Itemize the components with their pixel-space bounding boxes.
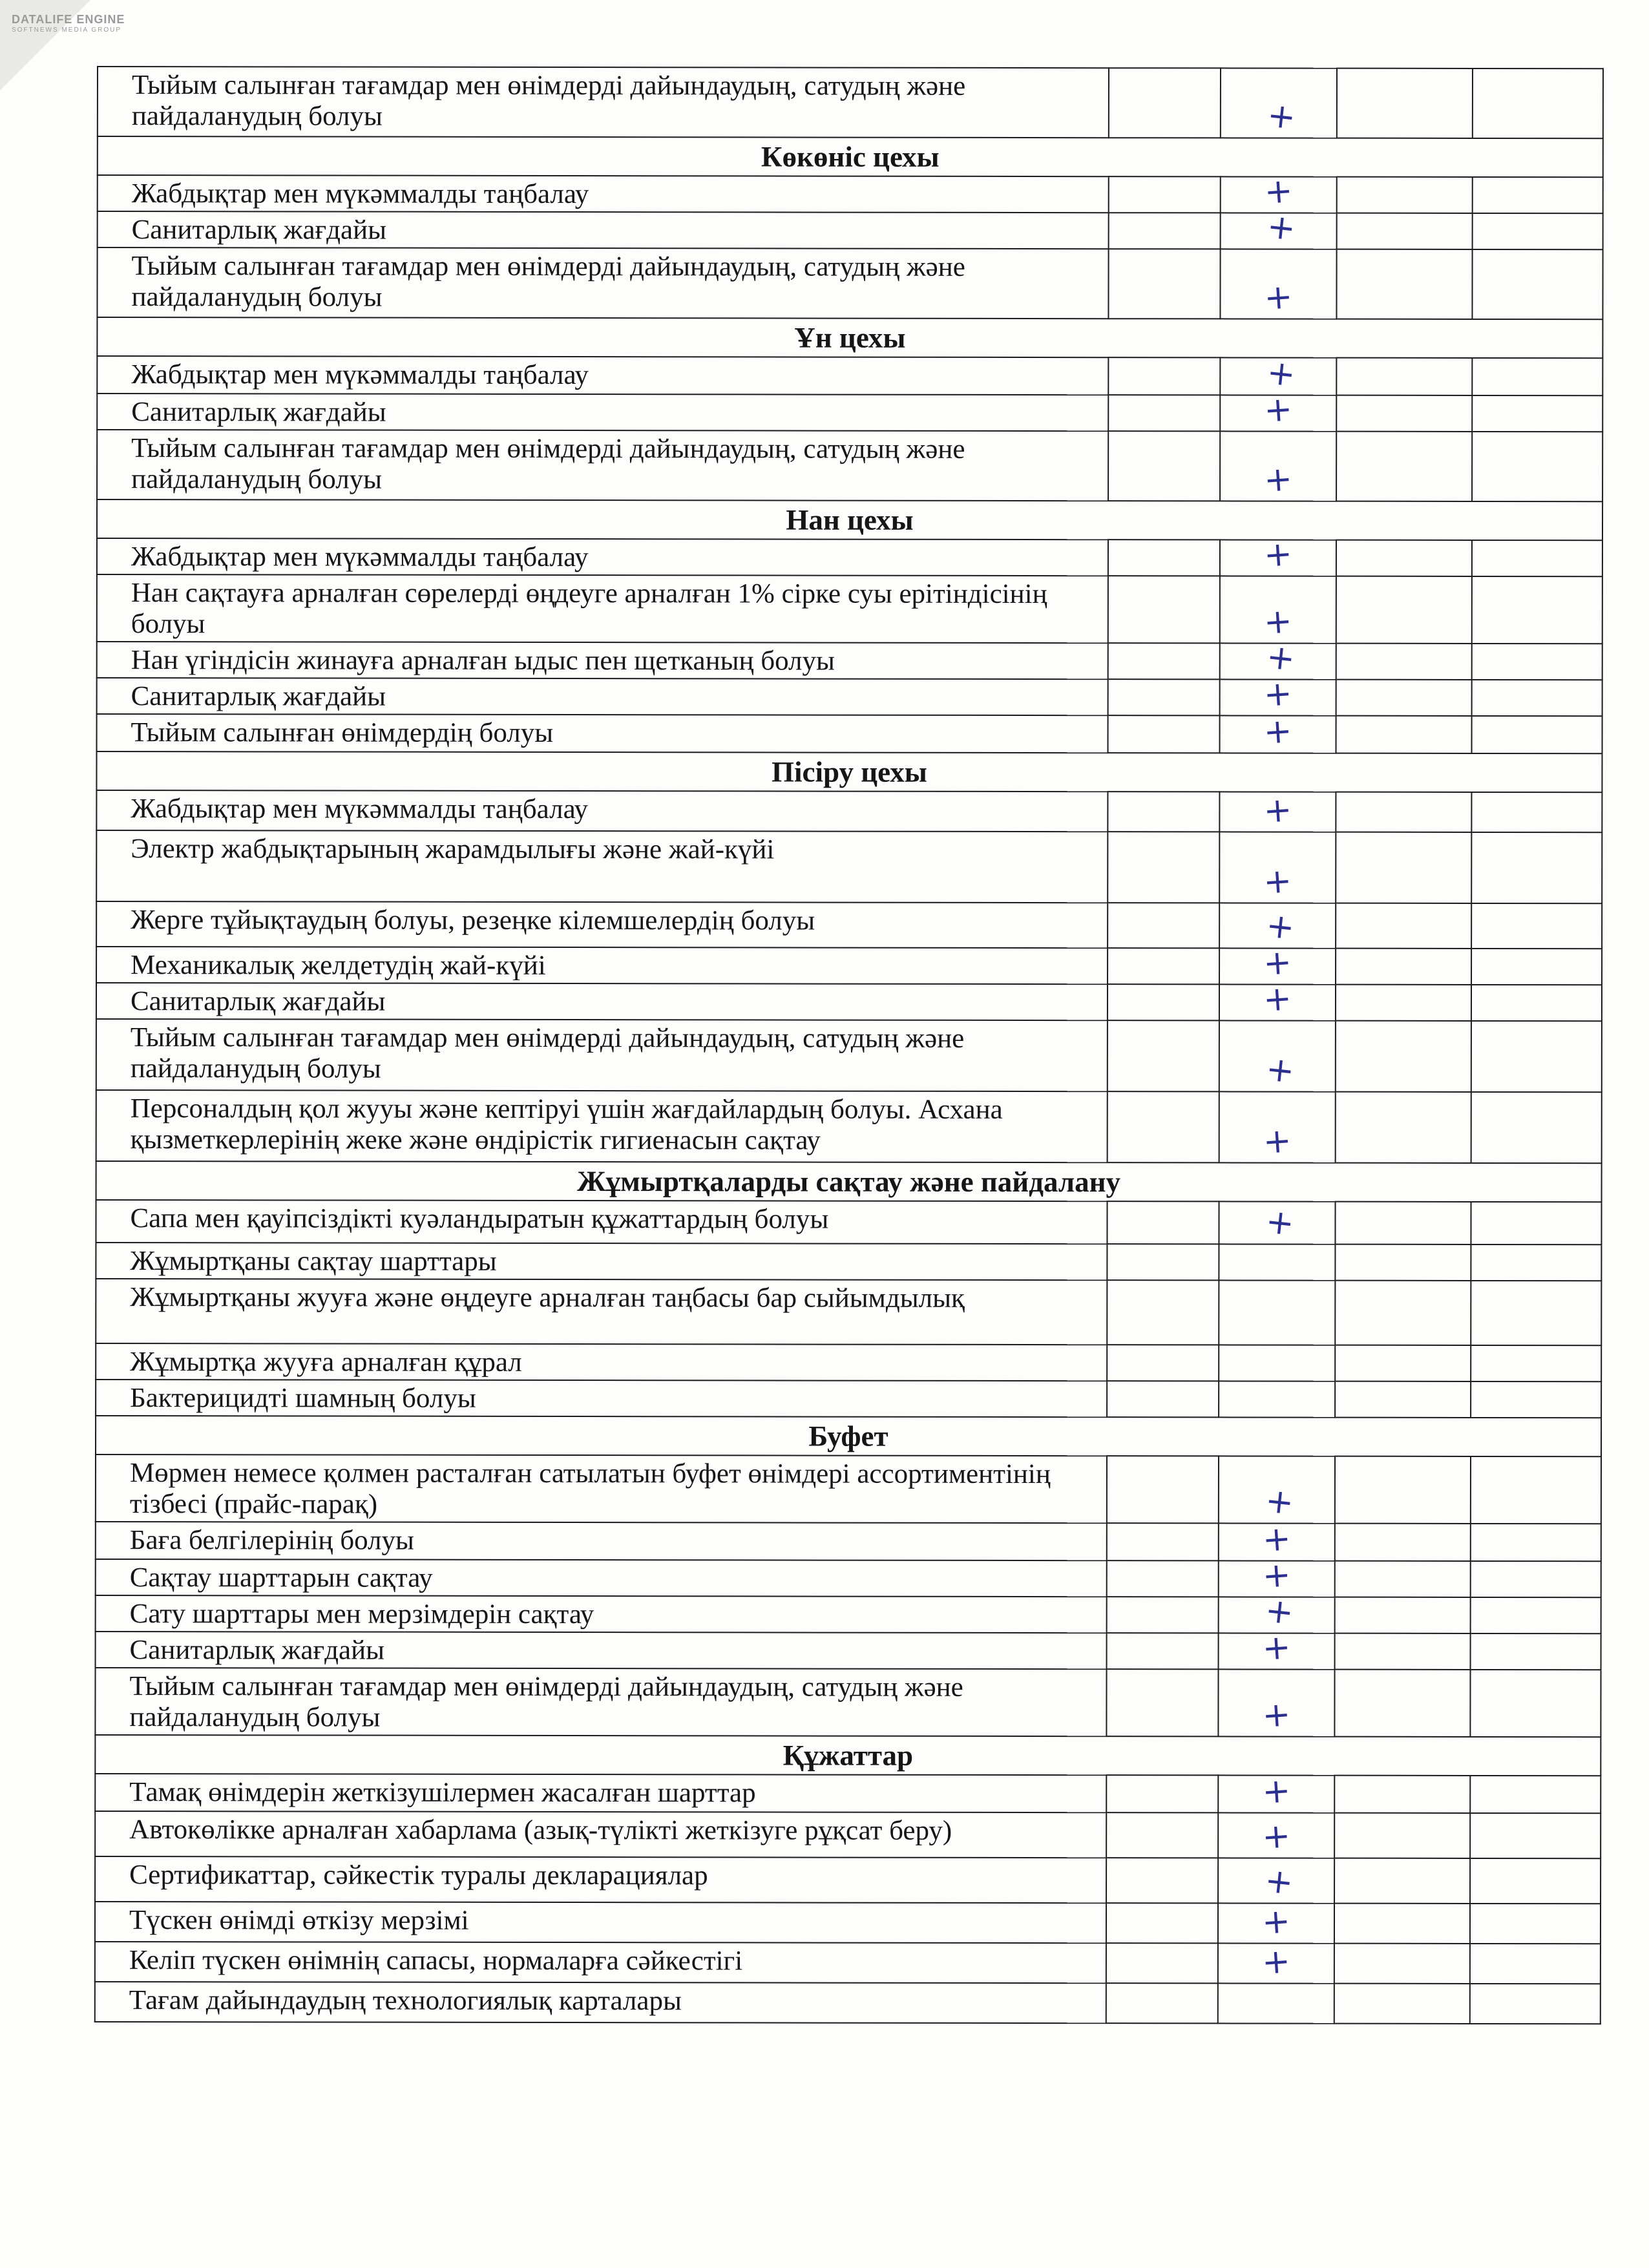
compliance-cell xyxy=(1220,249,1336,319)
compliance-cell xyxy=(1219,1020,1336,1091)
criterion-label: Нан сақтауға арналған сөрелерді өңдеуге арналған 1% сірке суы ерітіндісінің болуы xyxy=(97,574,1108,643)
empty-cell xyxy=(1472,395,1602,432)
empty-cell xyxy=(1472,680,1602,716)
criterion-label: Түскен өнімді өткізу мерзімі xyxy=(95,1902,1106,1943)
empty-cell xyxy=(1334,1944,1470,1984)
empty-cell xyxy=(1473,68,1603,138)
criterion-label: Санитарлық жағдайы xyxy=(96,1632,1107,1669)
empty-cell xyxy=(1109,176,1221,213)
empty-cell xyxy=(1471,1381,1601,1418)
compliance-cell xyxy=(1220,637,1336,679)
checklist-row xyxy=(96,1243,1601,1281)
empty-cell xyxy=(1335,1597,1471,1633)
criterion-label: Сату шарттары мен мерзімдерін сақтау xyxy=(96,1595,1107,1633)
empty-cell xyxy=(1472,644,1602,680)
empty-cell xyxy=(1107,1244,1219,1280)
empty-cell xyxy=(1106,1943,1218,1983)
empty-cell xyxy=(1337,177,1473,213)
criterion-label: Жабдықтар мен мүкәммалды таңбалау xyxy=(97,356,1108,395)
handwritten-plus-mark: + xyxy=(1265,637,1297,679)
handwritten-plus-mark: + xyxy=(1262,979,1293,1020)
criterion-label: Тыйым салынған өнімдердің болуы xyxy=(97,714,1108,753)
handwritten-plus-mark: + xyxy=(1263,390,1294,430)
checklist-row xyxy=(96,1559,1601,1597)
empty-cell xyxy=(1335,1281,1471,1345)
empty-cell xyxy=(1471,832,1602,903)
handwritten-plus-mark: + xyxy=(1262,711,1294,752)
empty-cell xyxy=(1108,948,1219,984)
criterion-label: Жұмыртқаны жууға және өңдеуге арналған таңбасы бар сыйымдылық xyxy=(96,1279,1107,1345)
empty-cell xyxy=(1108,679,1220,715)
criterion-label: Электр жабдықтарының жарамдылығы және жай-күйі xyxy=(96,830,1108,903)
handwritten-plus-mark: + xyxy=(1262,674,1294,715)
empty-cell xyxy=(1472,432,1602,501)
criterion-label: Сақтау шарттарын сақтау xyxy=(96,1559,1107,1597)
checklist-row xyxy=(96,947,1602,985)
compliance-cell xyxy=(1218,1812,1334,1858)
criterion-label: Тағам дайындаудың технологиялық карталары xyxy=(95,1982,1106,2023)
criterion-label: Персоналдың қол жууы және кептіруі үшін жағдайлардың болуы. Асхана қызметкерлерінің жеке және өндірістік гигиенасын сақтау xyxy=(96,1090,1108,1162)
empty-cell xyxy=(1335,1456,1471,1524)
empty-cell xyxy=(1470,1944,1601,1984)
checklist-row xyxy=(95,1982,1601,2024)
empty-cell xyxy=(1106,1669,1218,1736)
empty-cell xyxy=(1109,68,1221,138)
handwritten-plus-mark: + xyxy=(1261,1695,1292,1736)
compliance-cell xyxy=(1221,207,1337,249)
compliance-cell xyxy=(1219,1628,1335,1669)
criterion-label: Бактерицидті шамның болуы xyxy=(96,1380,1107,1417)
compliance-cell xyxy=(1219,1091,1336,1162)
empty-cell xyxy=(1336,903,1471,949)
empty-cell xyxy=(1107,1201,1219,1244)
empty-cell xyxy=(1336,358,1472,395)
empty-cell xyxy=(1336,1021,1471,1092)
empty-cell xyxy=(1108,395,1220,431)
checklist-row xyxy=(96,830,1602,903)
empty-cell xyxy=(1336,395,1472,432)
empty-cell xyxy=(1108,357,1220,395)
handwritten-plus-mark: + xyxy=(1263,1861,1296,1903)
section-heading: Көкөніс цехы xyxy=(98,136,1603,177)
handwritten-plus-mark: + xyxy=(1265,353,1297,395)
empty-cell xyxy=(1471,1021,1602,1092)
empty-cell xyxy=(1336,985,1471,1021)
checklist-row xyxy=(97,538,1602,576)
handwritten-plus-mark: + xyxy=(1261,1816,1292,1857)
compliance-cell xyxy=(1219,832,1336,903)
empty-cell xyxy=(1472,249,1602,319)
checklist-row xyxy=(97,642,1602,680)
handwritten-plus-mark: + xyxy=(1262,943,1293,983)
checklist-row xyxy=(95,1668,1601,1737)
empty-cell xyxy=(1108,1020,1219,1091)
checklist-row xyxy=(96,1019,1602,1092)
empty-cell xyxy=(1336,716,1472,753)
section-heading: Нан цехы xyxy=(97,499,1602,540)
criterion-label: Жұмыртқа жууға арналған құрал xyxy=(96,1343,1107,1381)
criterion-label: Тыйым салынған тағамдар мен өнімдерді дайындаудың, сатудың және пайдаланудың болуы xyxy=(97,430,1108,501)
checklist-row xyxy=(97,394,1602,432)
empty-cell xyxy=(1334,1776,1470,1813)
empty-cell xyxy=(1107,1381,1219,1417)
checklist-row xyxy=(97,247,1602,319)
compliance-cell xyxy=(1220,390,1336,431)
handwritten-plus-mark: + xyxy=(1264,906,1297,948)
empty-cell xyxy=(1107,1456,1219,1523)
criterion-label: Тыйым салынған тағамдар мен өнімдерді дайындаудың, сатудың және пайдаланудың болуы xyxy=(97,247,1108,319)
checklist-sheet xyxy=(94,66,1602,2024)
empty-cell xyxy=(1334,1984,1470,2024)
empty-cell xyxy=(1336,644,1472,680)
empty-cell xyxy=(1471,1281,1601,1345)
criterion-label: Жабдықтар мен мүкәммалды таңбалау xyxy=(98,175,1109,213)
checklist-row xyxy=(96,901,1602,949)
section-row xyxy=(98,136,1603,177)
empty-cell xyxy=(1108,715,1220,753)
empty-cell xyxy=(1471,1244,1601,1281)
empty-cell xyxy=(1336,832,1471,903)
empty-cell xyxy=(1335,1244,1471,1281)
empty-cell xyxy=(1106,1983,1218,2023)
criterion-label: Баға белгілерінің болуы xyxy=(96,1522,1107,1560)
empty-cell xyxy=(1336,949,1471,985)
empty-cell xyxy=(1472,576,1602,644)
empty-cell xyxy=(1335,1633,1471,1670)
empty-cell xyxy=(1108,903,1219,948)
empty-cell xyxy=(1335,1524,1471,1561)
compliance-cell xyxy=(1220,576,1336,643)
criterion-label: Санитарлық жағдайы xyxy=(96,983,1108,1020)
empty-cell xyxy=(1108,576,1220,643)
handwritten-plus-mark: + xyxy=(1264,1049,1297,1091)
checklist-row xyxy=(96,1200,1601,1244)
section-row xyxy=(96,1161,1602,1202)
empty-cell xyxy=(1473,177,1603,213)
empty-cell xyxy=(1470,1984,1601,2024)
compliance-cell xyxy=(1219,1244,1335,1280)
compliance-cell xyxy=(1219,1456,1335,1523)
checklist-row xyxy=(95,1856,1601,1904)
handwritten-plus-mark: + xyxy=(1265,96,1298,138)
handwritten-plus-mark: + xyxy=(1261,1121,1293,1162)
empty-cell xyxy=(1335,1381,1471,1418)
checklist-row xyxy=(95,1942,1601,1984)
empty-cell xyxy=(1336,576,1472,644)
compliance-cell xyxy=(1219,1280,1335,1345)
checklist-row xyxy=(96,790,1602,832)
empty-cell xyxy=(1471,985,1602,1021)
empty-cell xyxy=(1472,358,1602,395)
empty-cell xyxy=(1471,1633,1601,1670)
empty-cell xyxy=(1472,540,1602,576)
handwritten-plus-mark: + xyxy=(1263,1591,1296,1633)
handwritten-plus-mark: + xyxy=(1261,1771,1292,1812)
compliance-cell xyxy=(1220,431,1336,501)
criterion-label: Жұмыртқаны сақтау шарттары xyxy=(96,1243,1107,1280)
checklist-row xyxy=(97,356,1602,395)
checklist-table xyxy=(94,66,1604,2024)
criterion-label: Жабдықтар мен мүкәммалды таңбалау xyxy=(97,538,1108,576)
checklist-row xyxy=(95,1774,1601,1813)
empty-cell xyxy=(1336,249,1472,319)
handwritten-plus-mark: + xyxy=(1263,171,1294,212)
criterion-label: Сапа мен қауіпсіздікті куәландыратын құжаттардың болуы xyxy=(96,1200,1107,1244)
criterion-label: Механикалық желдетудің жай-күйі xyxy=(96,947,1108,984)
empty-cell xyxy=(1335,1561,1471,1597)
watermark-subtitle: SOFTNEWS MEDIA GROUP xyxy=(12,26,122,34)
empty-cell xyxy=(1471,1524,1601,1561)
checklist-row xyxy=(96,1595,1601,1633)
compliance-cell xyxy=(1220,711,1336,753)
empty-cell xyxy=(1334,1904,1470,1944)
empty-cell xyxy=(1471,1092,1602,1163)
empty-cell xyxy=(1108,984,1219,1020)
empty-cell xyxy=(1334,1813,1470,1858)
compliance-cell xyxy=(1221,68,1337,138)
handwritten-plus-mark: + xyxy=(1263,1481,1296,1523)
empty-cell xyxy=(1470,1670,1601,1737)
criterion-label: Жабдықтар мен мүкәммалды таңбалау xyxy=(96,790,1108,832)
empty-cell xyxy=(1107,1560,1219,1597)
empty-cell xyxy=(1107,1280,1219,1345)
section-heading: Жұмыртқаларды сақтау және пайдалану xyxy=(96,1161,1602,1202)
criterion-label: Нан үгіндісін жинауға арналған ыдыс пен щетканың болуы xyxy=(97,642,1108,679)
handwritten-plus-mark: + xyxy=(1263,277,1294,318)
empty-cell xyxy=(1334,1670,1470,1737)
empty-cell xyxy=(1336,792,1471,832)
compliance-cell xyxy=(1219,979,1336,1020)
checklist-row xyxy=(97,574,1602,644)
empty-cell xyxy=(1334,1858,1470,1904)
section-heading: Буфет xyxy=(96,1416,1601,1456)
section-row xyxy=(97,499,1602,540)
criterion-label: Санитарлық жағдайы xyxy=(97,394,1108,431)
empty-cell xyxy=(1471,1345,1601,1381)
compliance-cell xyxy=(1218,1903,1334,1943)
empty-cell xyxy=(1108,643,1220,679)
empty-cell xyxy=(1470,1776,1601,1813)
handwritten-plus-mark: + xyxy=(1265,207,1297,249)
empty-cell xyxy=(1336,432,1472,501)
compliance-cell xyxy=(1218,1858,1334,1903)
criterion-label: Санитарлық жағдайы xyxy=(98,211,1109,249)
handwritten-plus-mark: + xyxy=(1261,1628,1292,1668)
section-row xyxy=(95,1735,1601,1776)
empty-cell xyxy=(1471,949,1602,985)
criterion-label: Тыйым салынған тағамдар мен өнімдерді дайындаудың, сатудың және пайдаланудың болуы xyxy=(96,1019,1108,1091)
checklist-row xyxy=(95,1811,1601,1858)
compliance-cell xyxy=(1219,903,1336,948)
empty-cell xyxy=(1107,1633,1219,1669)
empty-cell xyxy=(1106,1812,1218,1858)
empty-cell xyxy=(1108,1091,1219,1162)
checklist-row xyxy=(97,678,1602,716)
watermark xyxy=(12,13,125,34)
empty-cell xyxy=(1106,1858,1218,1903)
empty-cell xyxy=(1470,1858,1601,1904)
handwritten-plus-mark: + xyxy=(1262,861,1294,902)
checklist-row xyxy=(96,1522,1601,1561)
empty-cell xyxy=(1109,213,1221,249)
handwritten-plus-mark: + xyxy=(1261,1942,1292,1982)
criterion-label: Сертификаттар, сәйкестік туралы декларациялар xyxy=(95,1856,1106,1903)
criterion-label: Тыйым салынған тағамдар мен өнімдерді дайындаудың, сатудың және пайдаланудың болуы xyxy=(95,1668,1106,1736)
empty-cell xyxy=(1107,1345,1219,1381)
section-row xyxy=(97,317,1602,358)
criterion-label: Автокөлікке арналған хабарлама (азық-түлікті жеткізуге рұқсат беру) xyxy=(95,1811,1106,1858)
compliance-cell xyxy=(1219,1381,1335,1417)
compliance-cell xyxy=(1219,943,1336,984)
compliance-cell xyxy=(1219,792,1336,832)
compliance-cell xyxy=(1218,1983,1334,2023)
checklist-row xyxy=(95,1902,1601,1944)
empty-cell xyxy=(1107,1523,1219,1560)
handwritten-plus-mark: + xyxy=(1264,1202,1296,1244)
empty-cell xyxy=(1471,792,1602,832)
empty-cell xyxy=(1107,1597,1219,1633)
checklist-row xyxy=(96,1279,1601,1345)
criterion-label: Санитарлық жағдайы xyxy=(97,678,1108,715)
checklist-body xyxy=(95,67,1603,2024)
compliance-cell xyxy=(1220,353,1336,395)
compliance-cell xyxy=(1218,1771,1334,1812)
checklist-row xyxy=(97,430,1602,501)
empty-cell xyxy=(1336,680,1472,716)
empty-cell xyxy=(1335,1345,1471,1381)
handwritten-plus-mark: + xyxy=(1263,534,1294,575)
section-row xyxy=(96,1416,1601,1456)
checklist-row xyxy=(98,175,1603,213)
checklist-row xyxy=(96,983,1602,1021)
compliance-cell xyxy=(1219,1201,1335,1244)
empty-cell xyxy=(1108,792,1219,832)
checklist-row xyxy=(97,714,1602,753)
checklist-row xyxy=(98,211,1603,249)
checklist-row xyxy=(96,1454,1601,1524)
empty-cell xyxy=(1108,249,1220,319)
empty-cell xyxy=(1335,1202,1471,1244)
criterion-label: Мөрмен немесе қолмен расталған сатылатын буфет өнімдері ассортиментінің тізбесі (прайс-парақ) xyxy=(96,1454,1107,1523)
handwritten-plus-mark: + xyxy=(1263,459,1294,500)
empty-cell xyxy=(1108,431,1220,501)
empty-cell xyxy=(1470,1813,1601,1858)
checklist-row xyxy=(96,1090,1602,1163)
compliance-cell xyxy=(1219,1591,1335,1633)
checklist-row xyxy=(96,1632,1601,1670)
checklist-row xyxy=(96,1380,1601,1418)
empty-cell xyxy=(1106,1775,1218,1812)
watermark-title: DATALIFE ENGINE xyxy=(12,13,125,26)
section-row xyxy=(96,751,1602,792)
compliance-cell xyxy=(1220,674,1336,715)
handwritten-plus-mark: + xyxy=(1261,1902,1292,1942)
empty-cell xyxy=(1471,1597,1601,1633)
empty-cell xyxy=(1337,68,1473,138)
empty-cell xyxy=(1471,1202,1601,1244)
empty-cell xyxy=(1337,213,1473,249)
empty-cell xyxy=(1336,1092,1471,1163)
handwritten-plus-mark: + xyxy=(1263,602,1294,642)
criterion-label: Жерге тұйықтаудың болуы, резеңке кілемшелердің болуы xyxy=(96,901,1108,948)
section-heading: Ұн цехы xyxy=(97,317,1602,358)
empty-cell xyxy=(1471,903,1602,949)
empty-cell xyxy=(1473,213,1603,249)
section-heading: Пісіру цехы xyxy=(96,751,1602,792)
compliance-cell xyxy=(1218,1669,1334,1736)
empty-cell xyxy=(1106,1903,1218,1943)
empty-cell xyxy=(1108,540,1220,576)
empty-cell xyxy=(1108,832,1219,903)
checklist-row xyxy=(98,67,1603,138)
criterion-label: Тамақ өнімдерін жеткізушілермен жасалған шарттар xyxy=(95,1774,1106,1812)
empty-cell xyxy=(1470,1904,1601,1944)
criterion-label: Тыйым салынған тағамдар мен өнімдерді дайындаудың, сатудың және пайдаланудың болуы xyxy=(98,67,1109,138)
empty-cell xyxy=(1471,1456,1601,1524)
criterion-label: Келіп түскен өнімнің сапасы, нормаларға сәйкестігі xyxy=(95,1942,1106,1983)
empty-cell xyxy=(1471,1561,1601,1597)
checklist-row xyxy=(96,1343,1601,1381)
section-heading: Құжаттар xyxy=(95,1735,1601,1776)
handwritten-plus-mark: + xyxy=(1262,790,1294,831)
compliance-cell xyxy=(1219,1519,1335,1560)
compliance-cell xyxy=(1219,1345,1335,1381)
handwritten-plus-mark: + xyxy=(1261,1519,1292,1560)
compliance-cell xyxy=(1218,1943,1334,1983)
handwritten-plus-mark: + xyxy=(1261,1555,1292,1596)
empty-cell xyxy=(1472,716,1602,753)
empty-cell xyxy=(1336,540,1472,576)
compliance-cell xyxy=(1220,534,1336,576)
